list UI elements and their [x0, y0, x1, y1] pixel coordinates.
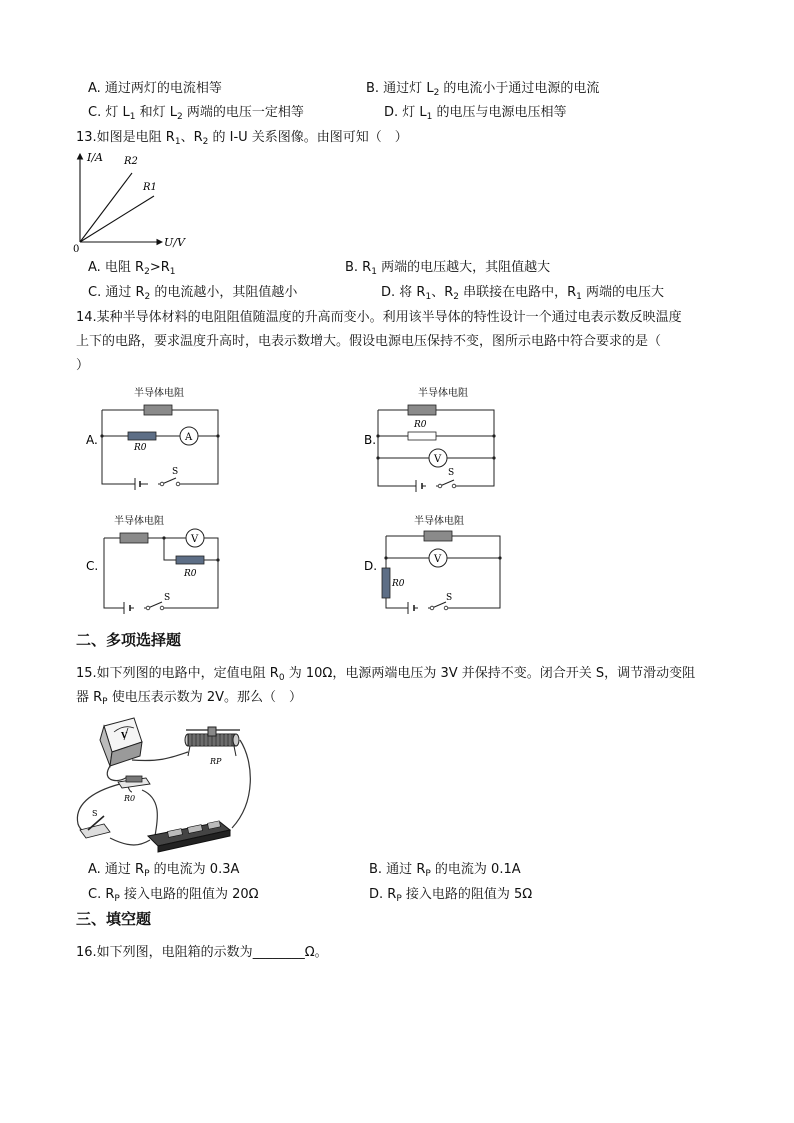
circuit-b — [362, 382, 512, 496]
rp-label: RP — [210, 757, 222, 766]
semiconductor-resistor — [408, 405, 436, 415]
circuit-d-label: D. — [364, 559, 378, 573]
q15-physical-circuit — [70, 712, 260, 858]
switch-label: S — [172, 467, 179, 477]
circuit-c-label: C. — [86, 559, 99, 573]
q15-option-b: B. 通过 $R_P$ 的电流为 0.1A — [369, 862, 521, 879]
switch-label: S — [164, 593, 171, 603]
q16-answer-blank[interactable]: ________ — [252, 945, 305, 960]
r1-label: R1 — [143, 182, 157, 193]
r0-label: R0 — [134, 443, 147, 453]
circuit-c-title: 半导体电阻 — [114, 516, 164, 527]
voltmeter-label: V — [434, 454, 442, 465]
ammeter-label: A — [185, 432, 193, 443]
voltmeter-label: V — [434, 554, 442, 565]
x-axis-label: U/V — [164, 236, 185, 249]
q12-option-b: B. 通过灯 $L_2$ 的电流小于通过电源的电流 — [366, 81, 600, 98]
resistor-r0 — [408, 432, 436, 440]
resistor-r0-device — [118, 776, 150, 803]
switch-label: S — [448, 468, 455, 478]
line-r1 — [80, 196, 154, 242]
q13-iu-graph — [70, 148, 200, 254]
q13-option-c: C. 通过 $R_2$ 的电流越小，其阻值越小 — [88, 285, 298, 302]
line-r2 — [80, 173, 132, 242]
origin-label: 0 — [73, 244, 80, 254]
q13-stem: 13.如图是电阻 $R_1$、$R_2$ 的 I-U 关系图像。由图可知（ ） — [76, 130, 408, 147]
q14-stem-line2: 上下的电路，要求温度升高时，电表示数增大。假设电源电压保持不变，图所示电路中符合要求的是（ — [76, 334, 662, 349]
q12-option-c: C. 灯 $L_1$ 和灯 $L_2$ 两端的电压一定相等 — [88, 105, 304, 122]
circuit-a — [84, 382, 234, 496]
resistor-r0 — [128, 432, 156, 440]
r0-label: R0 — [414, 420, 427, 430]
q13-option-a: A. 电阻 $R_2>R_1$ — [88, 260, 176, 277]
switch — [148, 602, 162, 608]
q13-option-d: D. 将 $R_1$、$R_2$ 串联接在电路中，$R_1$ 两端的电压大 — [381, 285, 665, 302]
circuit-d — [362, 510, 512, 618]
semiconductor-resistor — [144, 405, 172, 415]
r2-label: R2 — [124, 156, 138, 167]
q12-option-a: A. 通过两灯的电流相等 — [88, 81, 222, 96]
q15-option-a: A. 通过 $R_P$ 的电流为 0.3A — [88, 862, 240, 879]
q15-stem-line2: 器 $R_P$ 使电压表示数为 2V。那么（ ） — [76, 690, 303, 707]
circuit-b-label: B. — [364, 433, 377, 447]
q13-option-b: B. $R_1$ 两端的电压越大，其阻值越大 — [345, 260, 551, 277]
q12-option-d: D. 灯 $L_1$ 的电压与电源电压相等 — [384, 105, 567, 122]
voltmeter-device — [100, 718, 142, 766]
sliding-rheostat — [185, 727, 240, 766]
switch — [440, 480, 454, 486]
semiconductor-resistor — [120, 533, 148, 543]
voltmeter-label: V — [191, 534, 199, 545]
switch — [162, 478, 176, 484]
q15-option-d: D. $R_P$ 接入电路的阻值为 5Ω — [369, 887, 533, 904]
semiconductor-resistor — [424, 531, 452, 541]
q16-stem: 16.如下列图，电阻箱的示数为________Ω。 — [76, 945, 328, 960]
r0-label: R0 — [124, 794, 136, 803]
q15-option-c: C. $R_P$ 接入电路的阻值为 20Ω — [88, 887, 259, 904]
q14-stem-line3: ） — [76, 358, 90, 373]
section-heading-fill-in: 三、填空题 — [76, 910, 152, 928]
circuit-c — [84, 510, 234, 618]
section-heading-multiple-choice: 二、多项选择题 — [76, 631, 182, 649]
switch-label: S — [446, 593, 453, 603]
switch-device — [80, 809, 110, 838]
switch — [432, 602, 446, 608]
q15-stem-line1: 15.如下列图的电路中，定值电阻 $R_0$ 为 10Ω，电源两端电压为 3V 并保持不变。闭合开关 S，调节滑动变阻 — [76, 666, 696, 683]
q14-stem-line1: 14.某种半导体材料的电阻阻值随温度的升高而变小。利用该半导体的特性设计一个通过电表示数反映温度 — [76, 310, 682, 325]
circuit-b-title: 半导体电阻 — [418, 388, 468, 399]
circuit-d-title: 半导体电阻 — [414, 516, 464, 527]
switch-label: S — [92, 809, 98, 818]
resistor-r0 — [382, 568, 390, 598]
circuit-a-label: A. — [86, 433, 98, 447]
r0-label: R0 — [184, 569, 197, 579]
r0-label: R0 — [392, 579, 405, 589]
battery-pack — [148, 821, 230, 852]
circuit-a-title: 半导体电阻 — [134, 388, 184, 399]
y-axis-label: I/A — [87, 151, 103, 164]
resistor-r0 — [176, 556, 204, 564]
voltmeter-label: V — [121, 730, 128, 740]
